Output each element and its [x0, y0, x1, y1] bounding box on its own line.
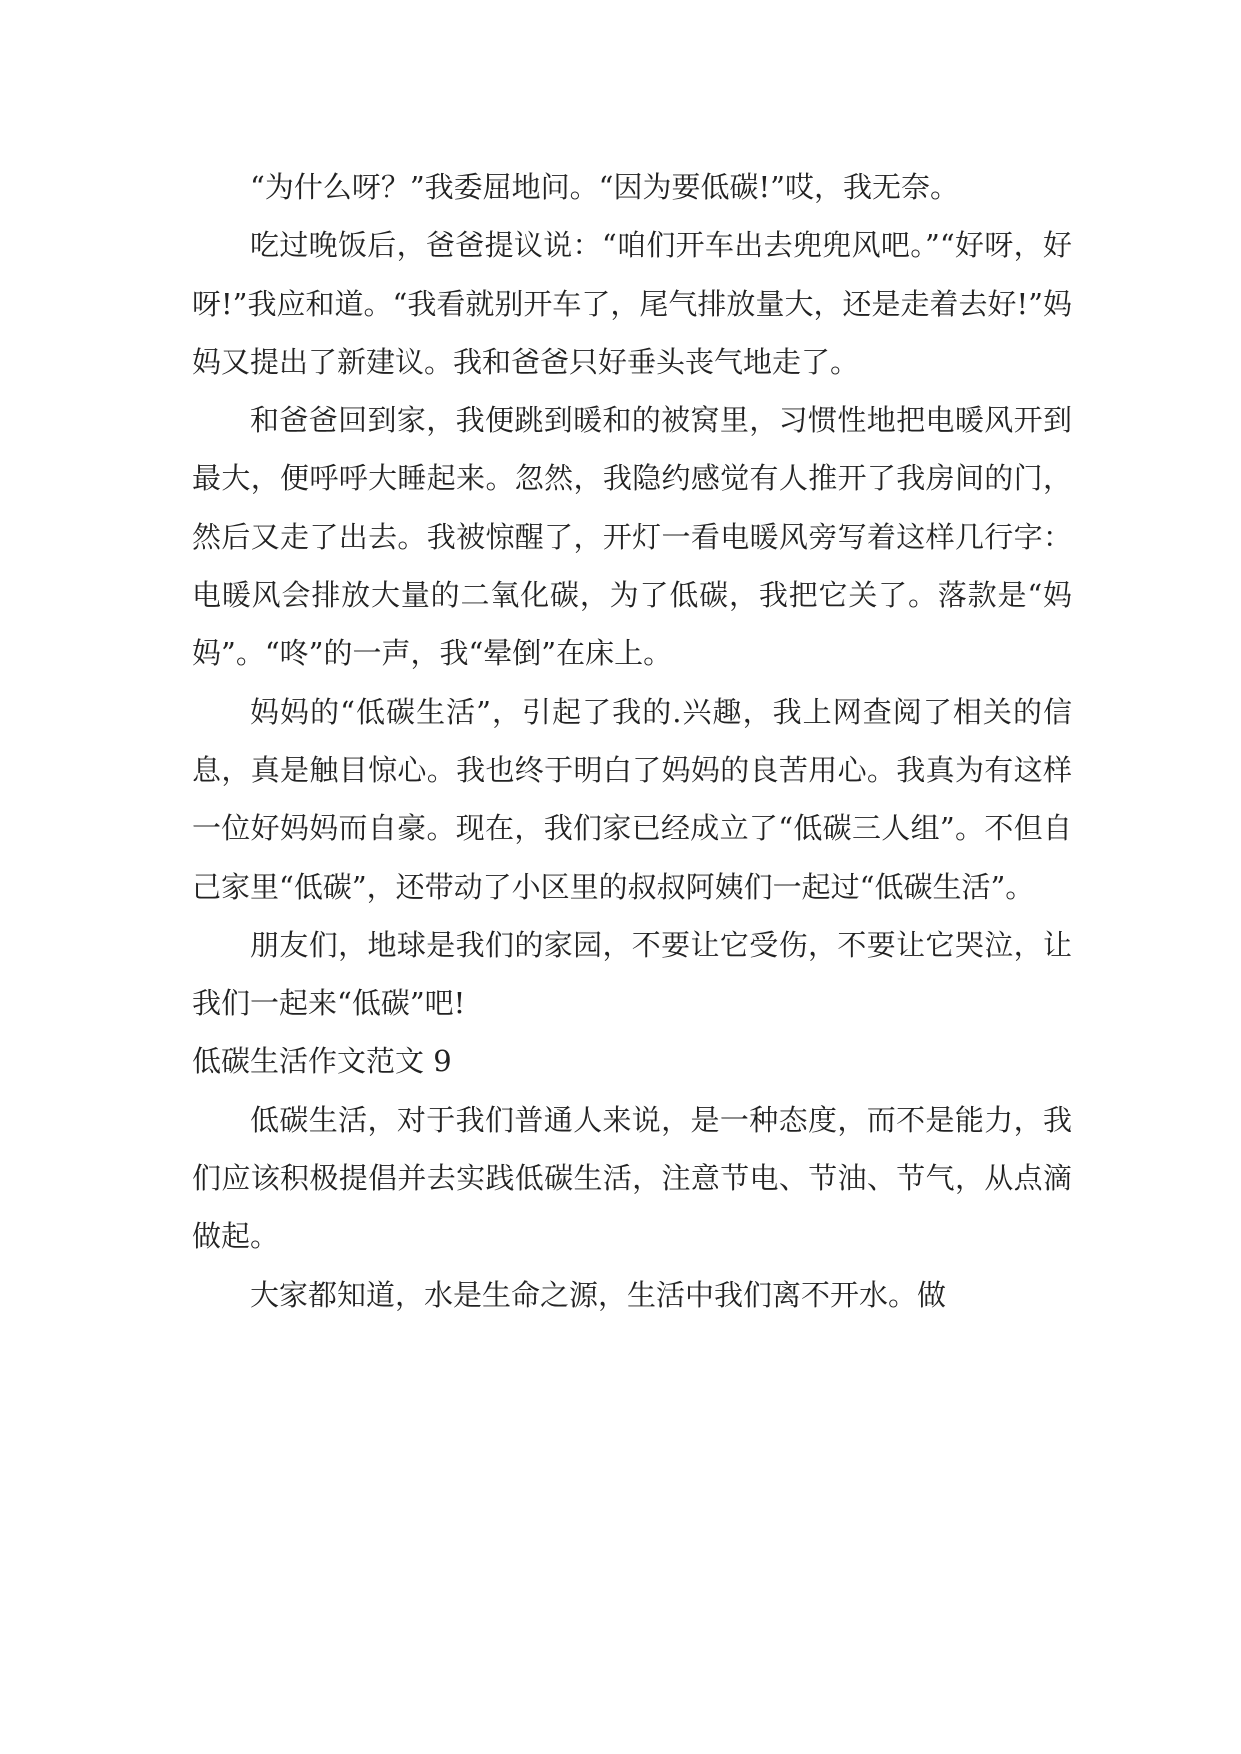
paragraph-complaint: “为什么呀？”我委屈地问。“因为要低碳!”哎，我无奈。	[250, 170, 959, 204]
document-body	[192, 158, 1072, 1324]
paragraph-heater-note: 和爸爸回到家，我便跳到暖和的被窝里，习惯性地把电暖风开到最大，便呼呼大睡起来。忽然，我隐约感觉有人推开了我房间的门，然后又走了出去。我被惊醒了，开灯一看电暖风旁写着这样几行字：电暖风会排放大量的二氧化碳，为了低碳，我把它关了。落款是“妈妈”。“咚”的一声，我“晕倒”在床上。	[192, 403, 1072, 671]
essay-heading: 低碳生活作文范文 9	[192, 1044, 452, 1079]
paragraph-attitude: 低碳生活，对于我们普通人来说，是一种态度，而不是能力，我们应该积极提倡并去实践低碳生活，注意节电、节油、节气，从点滴做起。	[192, 1102, 1072, 1254]
paragraph-call-to-action: 朋友们，地球是我们的家园，不要让它受伤，不要让它哭泣，让我们一起来“低碳”吧!	[192, 927, 1072, 1021]
paragraph-after-dinner: 吃过晚饭后，爸爸提议说：“咱们开车出去兜兜风吧。”“好呀，好呀!”我应和道。“我看就别开车了，尾气排放量大，还是走着去好!”妈妈又提出了新建议。我和爸爸只好垂头丧气地走了。	[192, 228, 1072, 379]
paragraph-low-carbon-group: 妈妈的“低碳生活”，引起了我的.兴趣，我上网查阅了相关的信息，真是触目惊心。我也终于明白了妈妈的良苦用心。我真为有这样一位好妈妈而自豪。现在，我们家已经成立了“低碳三人组”。不但自己家里“低碳”，还带动了小区里的叔叔阿姨们一起过“低碳生活”。	[192, 694, 1072, 904]
paragraph-water: 大家都知道，水是生命之源，生活中我们离不开水。做	[250, 1277, 947, 1312]
